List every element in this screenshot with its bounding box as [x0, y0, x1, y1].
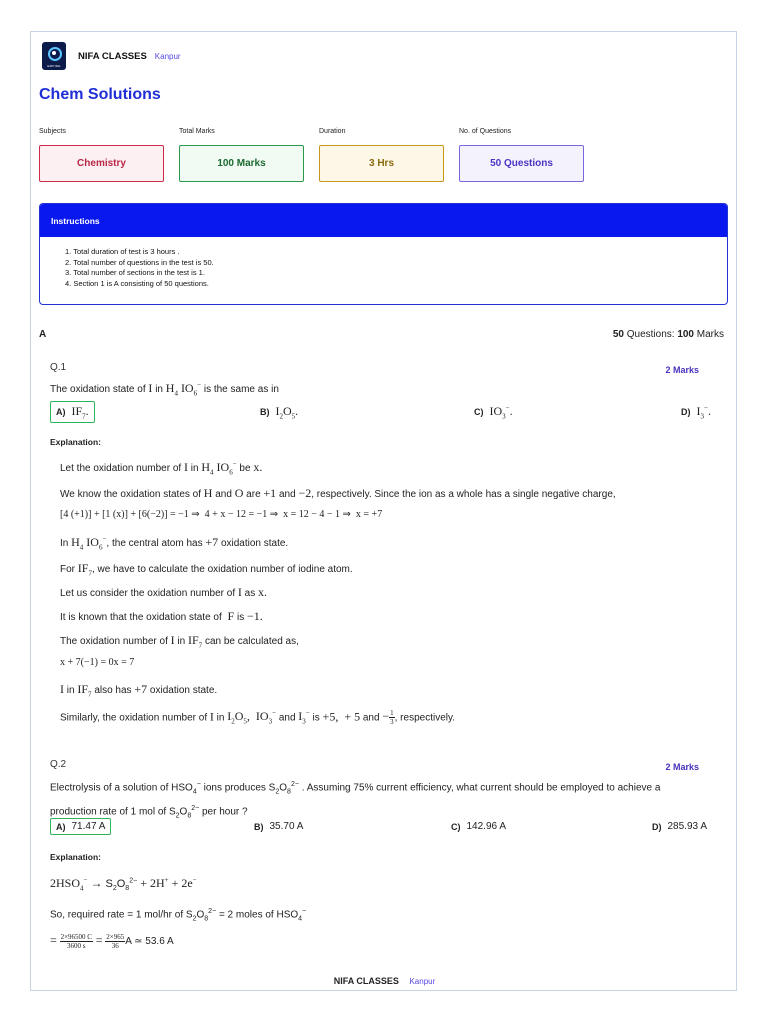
- empire-logo: EMPIRE: [42, 42, 66, 70]
- option-c[interactable]: C) 142.96 A: [451, 821, 506, 832]
- instruction-item: 4. Section 1 is A consisting of 50 questions.: [65, 278, 209, 288]
- instruction-item: 2. Total number of questions in the test is 50.: [65, 257, 214, 267]
- explanation-line: We know the oxidation states of H and O are +1 and −2, respectively. Since the ion as a whole has a single negative charge,: [60, 486, 616, 500]
- section-name: A: [39, 329, 47, 340]
- math-equation: $2HSO_4^- \to S_2O_8^{2-} + 2H^+ + 2e^-$: [50, 876, 197, 893]
- footer-brand: NIFA CLASSES: [333, 976, 399, 986]
- duration-chip: 3 Hrs: [319, 145, 444, 182]
- explanation-line: Let us consider the oxidation number of I as x.: [60, 585, 268, 599]
- explanation-line: In $H_4$ $IO_6^-$, the central atom has +7 oxidation state.: [60, 535, 289, 552]
- subjects-chip: Chemistry: [39, 145, 164, 182]
- math-equation: [4 (+1)] + [1 (x)] + [6(−2)] = −1 ⇒ 4 + x − 12 = −1 ⇒ x = 12 − 4 − 1 ⇒ x = +7: [60, 509, 383, 520]
- question-text: Electrolysis of a solution of $HSO_4^-$ ions produces $S_2O_8^{2-}$ . Assuming 75% current efficiency, what current should be employed to achieve a production rate of 1 mol of $S_2O_8^{2-}$ per hour ?: [50, 781, 661, 820]
- option-c[interactable]: C) $IO_3^-$.: [474, 404, 513, 421]
- option-a[interactable]: A) $IF_7$.: [50, 401, 95, 423]
- question-number: Q.1: [50, 362, 67, 373]
- instructions-heading: Instructions: [40, 204, 727, 237]
- explanation-line: So, required rate = 1 mol/hr of $S_2O_8^{2-} = 2$ moles of $HSO_4^-$: [50, 908, 307, 923]
- explanation-heading: Explanation:: [50, 437, 102, 447]
- instructions-panel: [39, 203, 728, 305]
- footer: [31, 976, 738, 986]
- subjects-label: Subjects: [39, 128, 66, 135]
- question-text: The oxidation state of I in $H_4$ $IO_6^-$ is the same as in: [50, 381, 279, 398]
- page-title: Chem Solutions: [39, 86, 161, 103]
- total-marks-chip: 100 Marks: [179, 145, 304, 182]
- explanation-line: It is known that the oxidation state of F is −1.: [60, 609, 263, 623]
- instruction-item: 3. Total number of sections in the test is 1.: [65, 268, 205, 277]
- question-marks: 2 Marks: [665, 365, 699, 375]
- duration-label: Duration: [319, 128, 346, 135]
- instructions-list: [40, 237, 727, 289]
- option-d[interactable]: D) 285.93 A: [652, 821, 707, 832]
- section-summary: 50 Questions: 100 Marks: [612, 329, 724, 340]
- explanation-line: Similarly, the oxidation number of I in $I_2O_5$, $IO_3^-$ and $I_3^-$ is +5, + 5 and − $\frac{1}{3}$ , respectively.: [60, 709, 456, 726]
- explanation-line: For $IF_7$, we have to calculate the oxidation number of iodine atom.: [60, 561, 353, 578]
- total-marks-label: Total Marks: [179, 128, 215, 135]
- option-d[interactable]: D) $I_3^-$.: [681, 404, 711, 421]
- instruction-item: 1. Total duration of test is 3 hours .: [65, 247, 180, 256]
- question-number: Q.2: [50, 759, 67, 770]
- document-page: [30, 31, 737, 991]
- option-b[interactable]: B) 35.70 A: [254, 821, 304, 832]
- header: [42, 42, 181, 70]
- explanation-line: The oxidation number of I in $IF_7$ can be calculated as,: [60, 633, 299, 650]
- brand-name: NIFA CLASSES: [78, 50, 147, 62]
- section-header: [39, 329, 724, 340]
- option-b[interactable]: B) $I_2O_5$.: [260, 404, 299, 421]
- math-equation: x + 7(−1) = 0x = 7: [60, 657, 135, 668]
- questions-label: No. of Questions: [459, 128, 512, 135]
- math-equation: = $\frac{2\times 96500 C}{3600 s}$ = $\frac{2\times 965}{36}$ A ≃ 53.6 A: [50, 933, 174, 950]
- option-a[interactable]: A) 71.47 A: [50, 818, 111, 835]
- question-marks: 2 Marks: [665, 762, 699, 772]
- explanation-heading: Explanation:: [50, 852, 102, 862]
- explanation-line: I in $IF_7$ also has +7 oxidation state.: [60, 682, 218, 699]
- questions-chip: 50 Questions: [459, 145, 584, 182]
- explanation-line: Let the oxidation number of I in $H_4$ $IO_6^-$ be x.: [60, 460, 263, 477]
- brand-city: Kanpur: [154, 51, 181, 61]
- footer-city: Kanpur: [409, 977, 436, 986]
